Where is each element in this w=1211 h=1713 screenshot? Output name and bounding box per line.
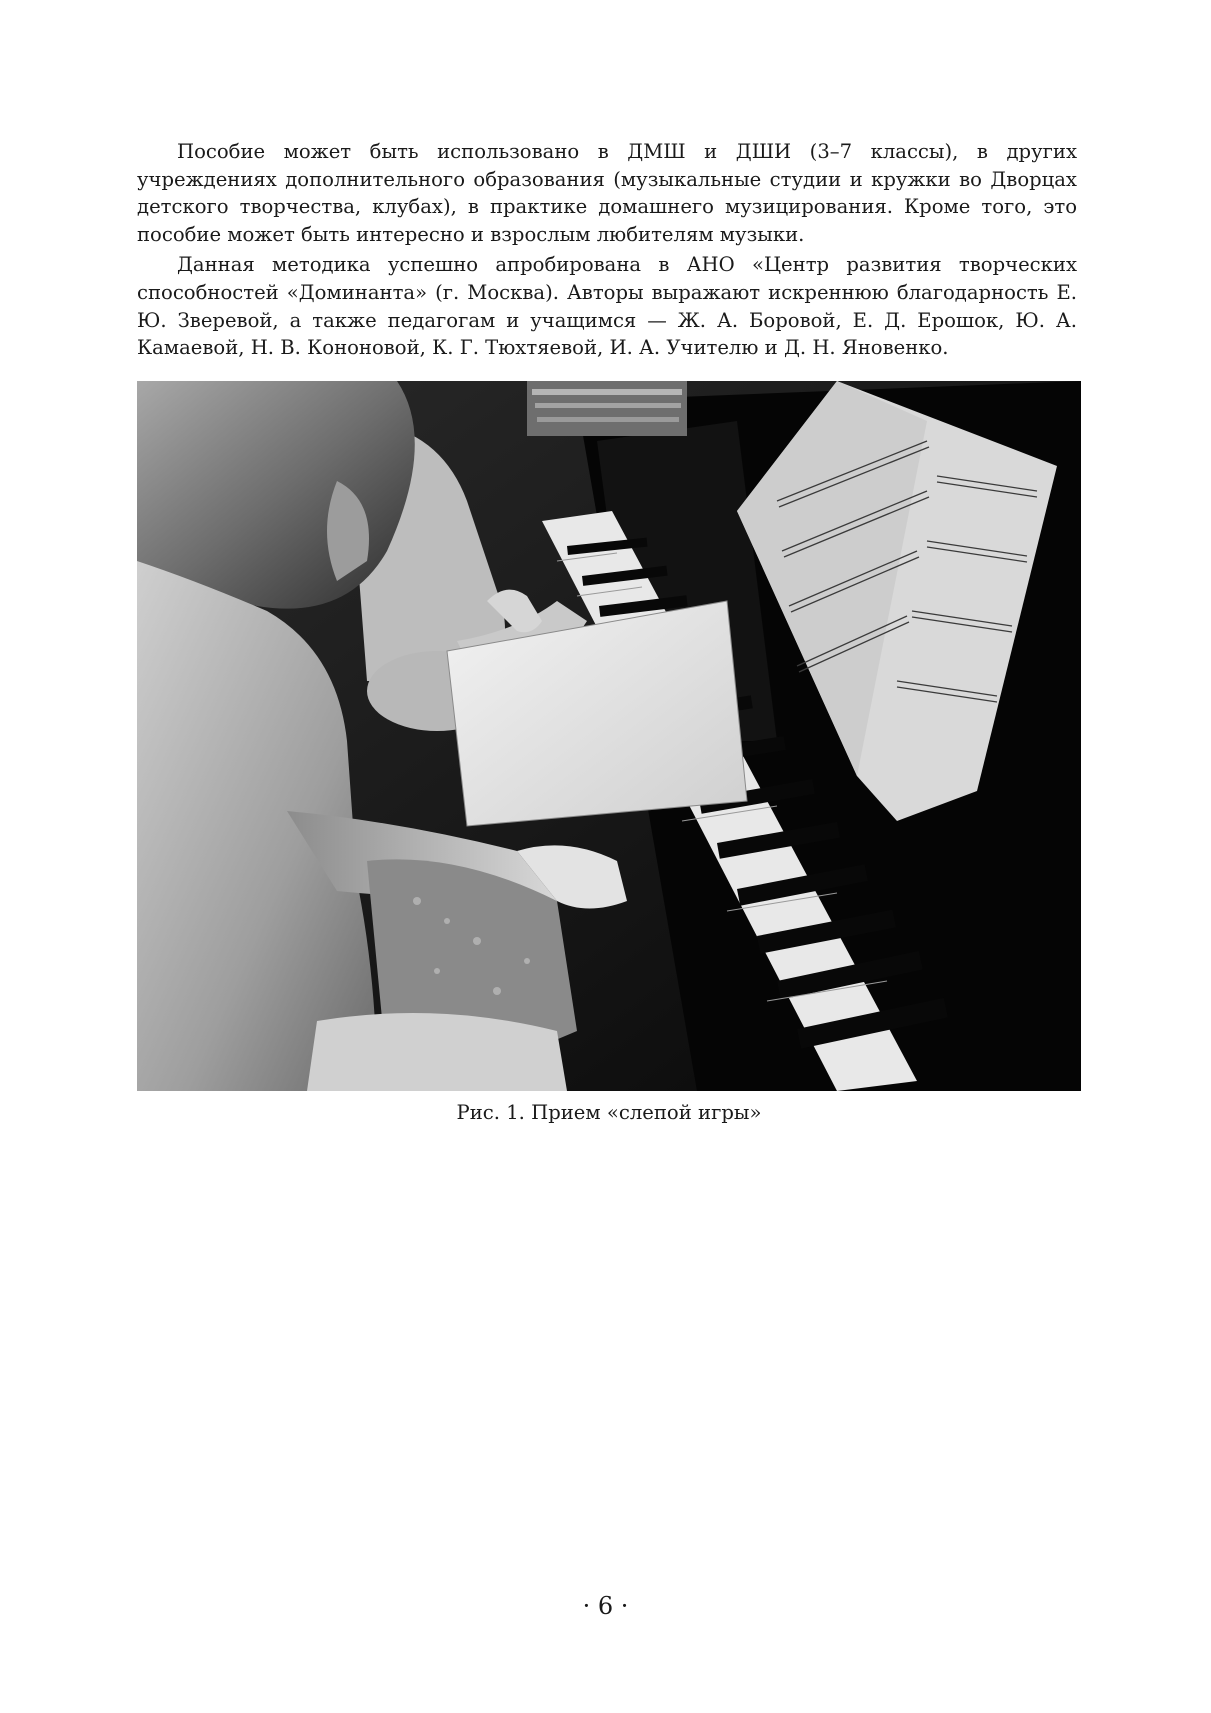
page-number: · 6 · [582,1592,629,1620]
figure-caption: Рис. 1. Прием «слепой игры» [456,1101,762,1124]
photo-illustration [137,381,1081,1091]
paragraph-2: Данная методика успешно апробирована в АНО «Центр развития творческих способностей «Доминанта» (г. Москва). Авторы выражают искреннюю благодарность Е. Ю. Зверевой, а также педагогам и учащимся — Ж. А. Боровой, Е. Д. Ерошок, Ю. А. Камаевой, Н. В. Кононовой, К. Г. Тюхтяевой, И. А. Учителю и Д. Н. Яновенко. [137,253,1077,360]
body-text [137,138,1077,365]
paragraph-1: Пособие может быть использовано в ДМШ и ДШИ (3–7 классы), в других учреждениях дополнительного образования (музыкальные студии и кружки во Дворцах детского творчества, клубах), в практике домашнего музицирования. Кроме того, это пособие может быть интересно и взрослым любителям музыки. [137,140,1077,246]
figure-photo [137,381,1081,1091]
